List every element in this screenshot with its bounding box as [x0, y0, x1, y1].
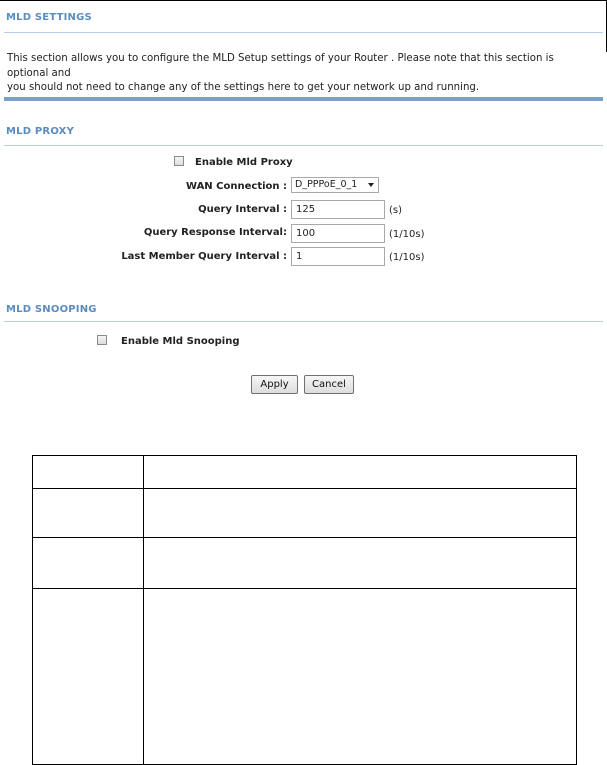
query-response-interval-input[interactable]: 100 [291, 224, 385, 243]
last-member-query-interval-label: Last Member Query Interval : [121, 251, 287, 262]
description-table [32, 455, 577, 765]
wan-connection-label: WAN Connection : [185, 181, 287, 192]
query-interval-label: Query Interval : [198, 204, 287, 215]
table-cell [33, 538, 144, 589]
last-member-query-interval-input[interactable]: 1 [291, 247, 385, 266]
table-cell [144, 489, 577, 538]
table-cell [144, 538, 577, 589]
intro-divider [4, 97, 603, 101]
table-row [33, 589, 577, 765]
query-response-interval-unit: (1/10s) [389, 229, 425, 240]
table-cell [33, 589, 144, 765]
settings-title-divider [4, 32, 603, 33]
enable-mld-proxy-checkbox[interactable] [174, 156, 184, 166]
table-cell [144, 589, 577, 765]
table-header-cell [33, 456, 144, 489]
table-header-row [33, 456, 577, 489]
table-header-cell [144, 456, 577, 489]
query-interval-input[interactable]: 125 [291, 200, 385, 219]
table-row [33, 538, 577, 589]
last-member-query-interval-unit: (1/10s) [389, 252, 425, 263]
enable-mld-snooping-label: Enable Mld Snooping [121, 336, 240, 347]
intro-line-2: you should not need to change any of the settings here to get your network up and running. [7, 82, 480, 93]
wan-connection-select[interactable] [291, 177, 379, 193]
settings-section-title: MLD SETTINGS [6, 12, 92, 23]
proxy-title-divider [4, 145, 603, 146]
apply-button[interactable]: Apply [251, 375, 298, 394]
snooping-title-divider [4, 321, 603, 322]
chevron-down-icon [368, 183, 374, 187]
query-interval-unit: (s) [389, 205, 403, 216]
intro-text [7, 52, 597, 96]
enable-mld-proxy-label: Enable Mld Proxy [195, 157, 293, 168]
snooping-section-title: MLD SNOOPING [6, 304, 97, 315]
proxy-section-title: MLD PROXY [6, 126, 75, 137]
frame-border-top [0, 0, 607, 1]
cancel-button[interactable]: Cancel [304, 375, 354, 394]
table-cell [33, 489, 144, 538]
table-row [33, 489, 577, 538]
query-response-interval-label: Query Response Interval: [143, 227, 287, 238]
enable-mld-snooping-checkbox[interactable] [97, 335, 107, 345]
intro-line-1: This section allows you to configure the MLD Setup settings of your Router . Please note that this section is optional and [7, 53, 554, 79]
wan-connection-selected-value: D_PPPoE_0_1 [295, 179, 358, 190]
